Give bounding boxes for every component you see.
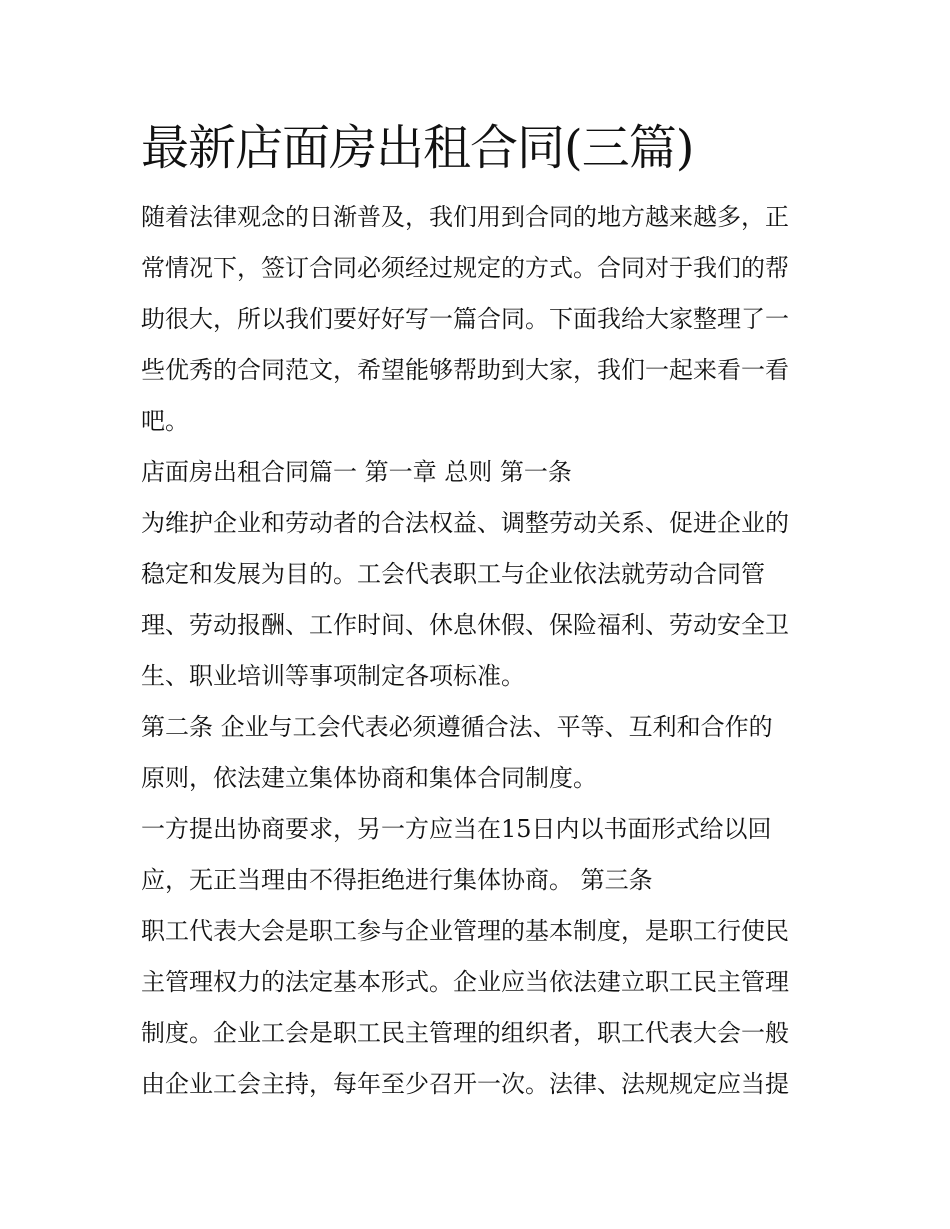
document-title: 最新店面房出租合同(三篇)	[141, 120, 694, 176]
paragraph-line: 生、职业培训等事项制定各项标准。	[141, 662, 525, 690]
paragraph-line: 原则，依法建立集体协商和集体合同制度。	[141, 764, 597, 792]
document-page	[141, 108, 813, 1110]
paragraph-line: 吧。	[141, 407, 189, 435]
paragraph-line: 稳定和发展为目的。工会代表职工与企业依法就劳动合同管	[141, 560, 765, 588]
paragraph-line: 常情况下，签订合同必须经过规定的方式。合同对于我们的帮	[141, 254, 789, 282]
paragraph-line: 些优秀的合同范文，希望能够帮助到大家，我们一起来看一看	[141, 356, 789, 384]
paragraph-line: 店面房出租合同篇一 第一章 总则 第一条	[141, 458, 572, 486]
paragraph-line: 为维护企业和劳动者的合法权益、调整劳动关系、促进企业的	[141, 509, 789, 537]
paragraph-line: 一方提出协商要求，另一方应当在15日内以书面形式给以回	[141, 815, 772, 843]
paragraph-line: 助很大，所以我们要好好写一篇合同。下面我给大家整理了一	[141, 305, 789, 333]
paragraph-line: 第二条 企业与工会代表必须遵循合法、平等、互利和合作的	[141, 713, 773, 741]
article-2-paragraph	[141, 702, 813, 804]
paragraph-line: 由企业工会主持，每年至少召开一次。法律、法规规定应当提	[141, 1070, 789, 1098]
paragraph-line: 制度。企业工会是职工民主管理的组织者，职工代表大会一般	[141, 1019, 789, 1047]
negotiation-paragraph	[141, 804, 813, 906]
paragraph-line: 理、劳动报酬、工作时间、休息休假、保险福利、劳动安全卫	[141, 611, 789, 639]
intro-paragraph	[141, 192, 813, 447]
paragraph-line: 应，无正当理由不得拒绝进行集体协商。 第三条	[141, 866, 653, 894]
paragraph-line: 职工代表大会是职工参与企业管理的基本制度，是职工行使民	[141, 917, 789, 945]
article-1-paragraph	[141, 498, 813, 702]
paragraph-line: 主管理权力的法定基本形式。企业应当依法建立职工民主管理	[141, 968, 789, 996]
article-3-paragraph	[141, 906, 813, 1110]
paragraph-line: 随着法律观念的日渐普及，我们用到合同的地方越来越多，正	[141, 203, 789, 231]
section-heading	[141, 447, 813, 498]
